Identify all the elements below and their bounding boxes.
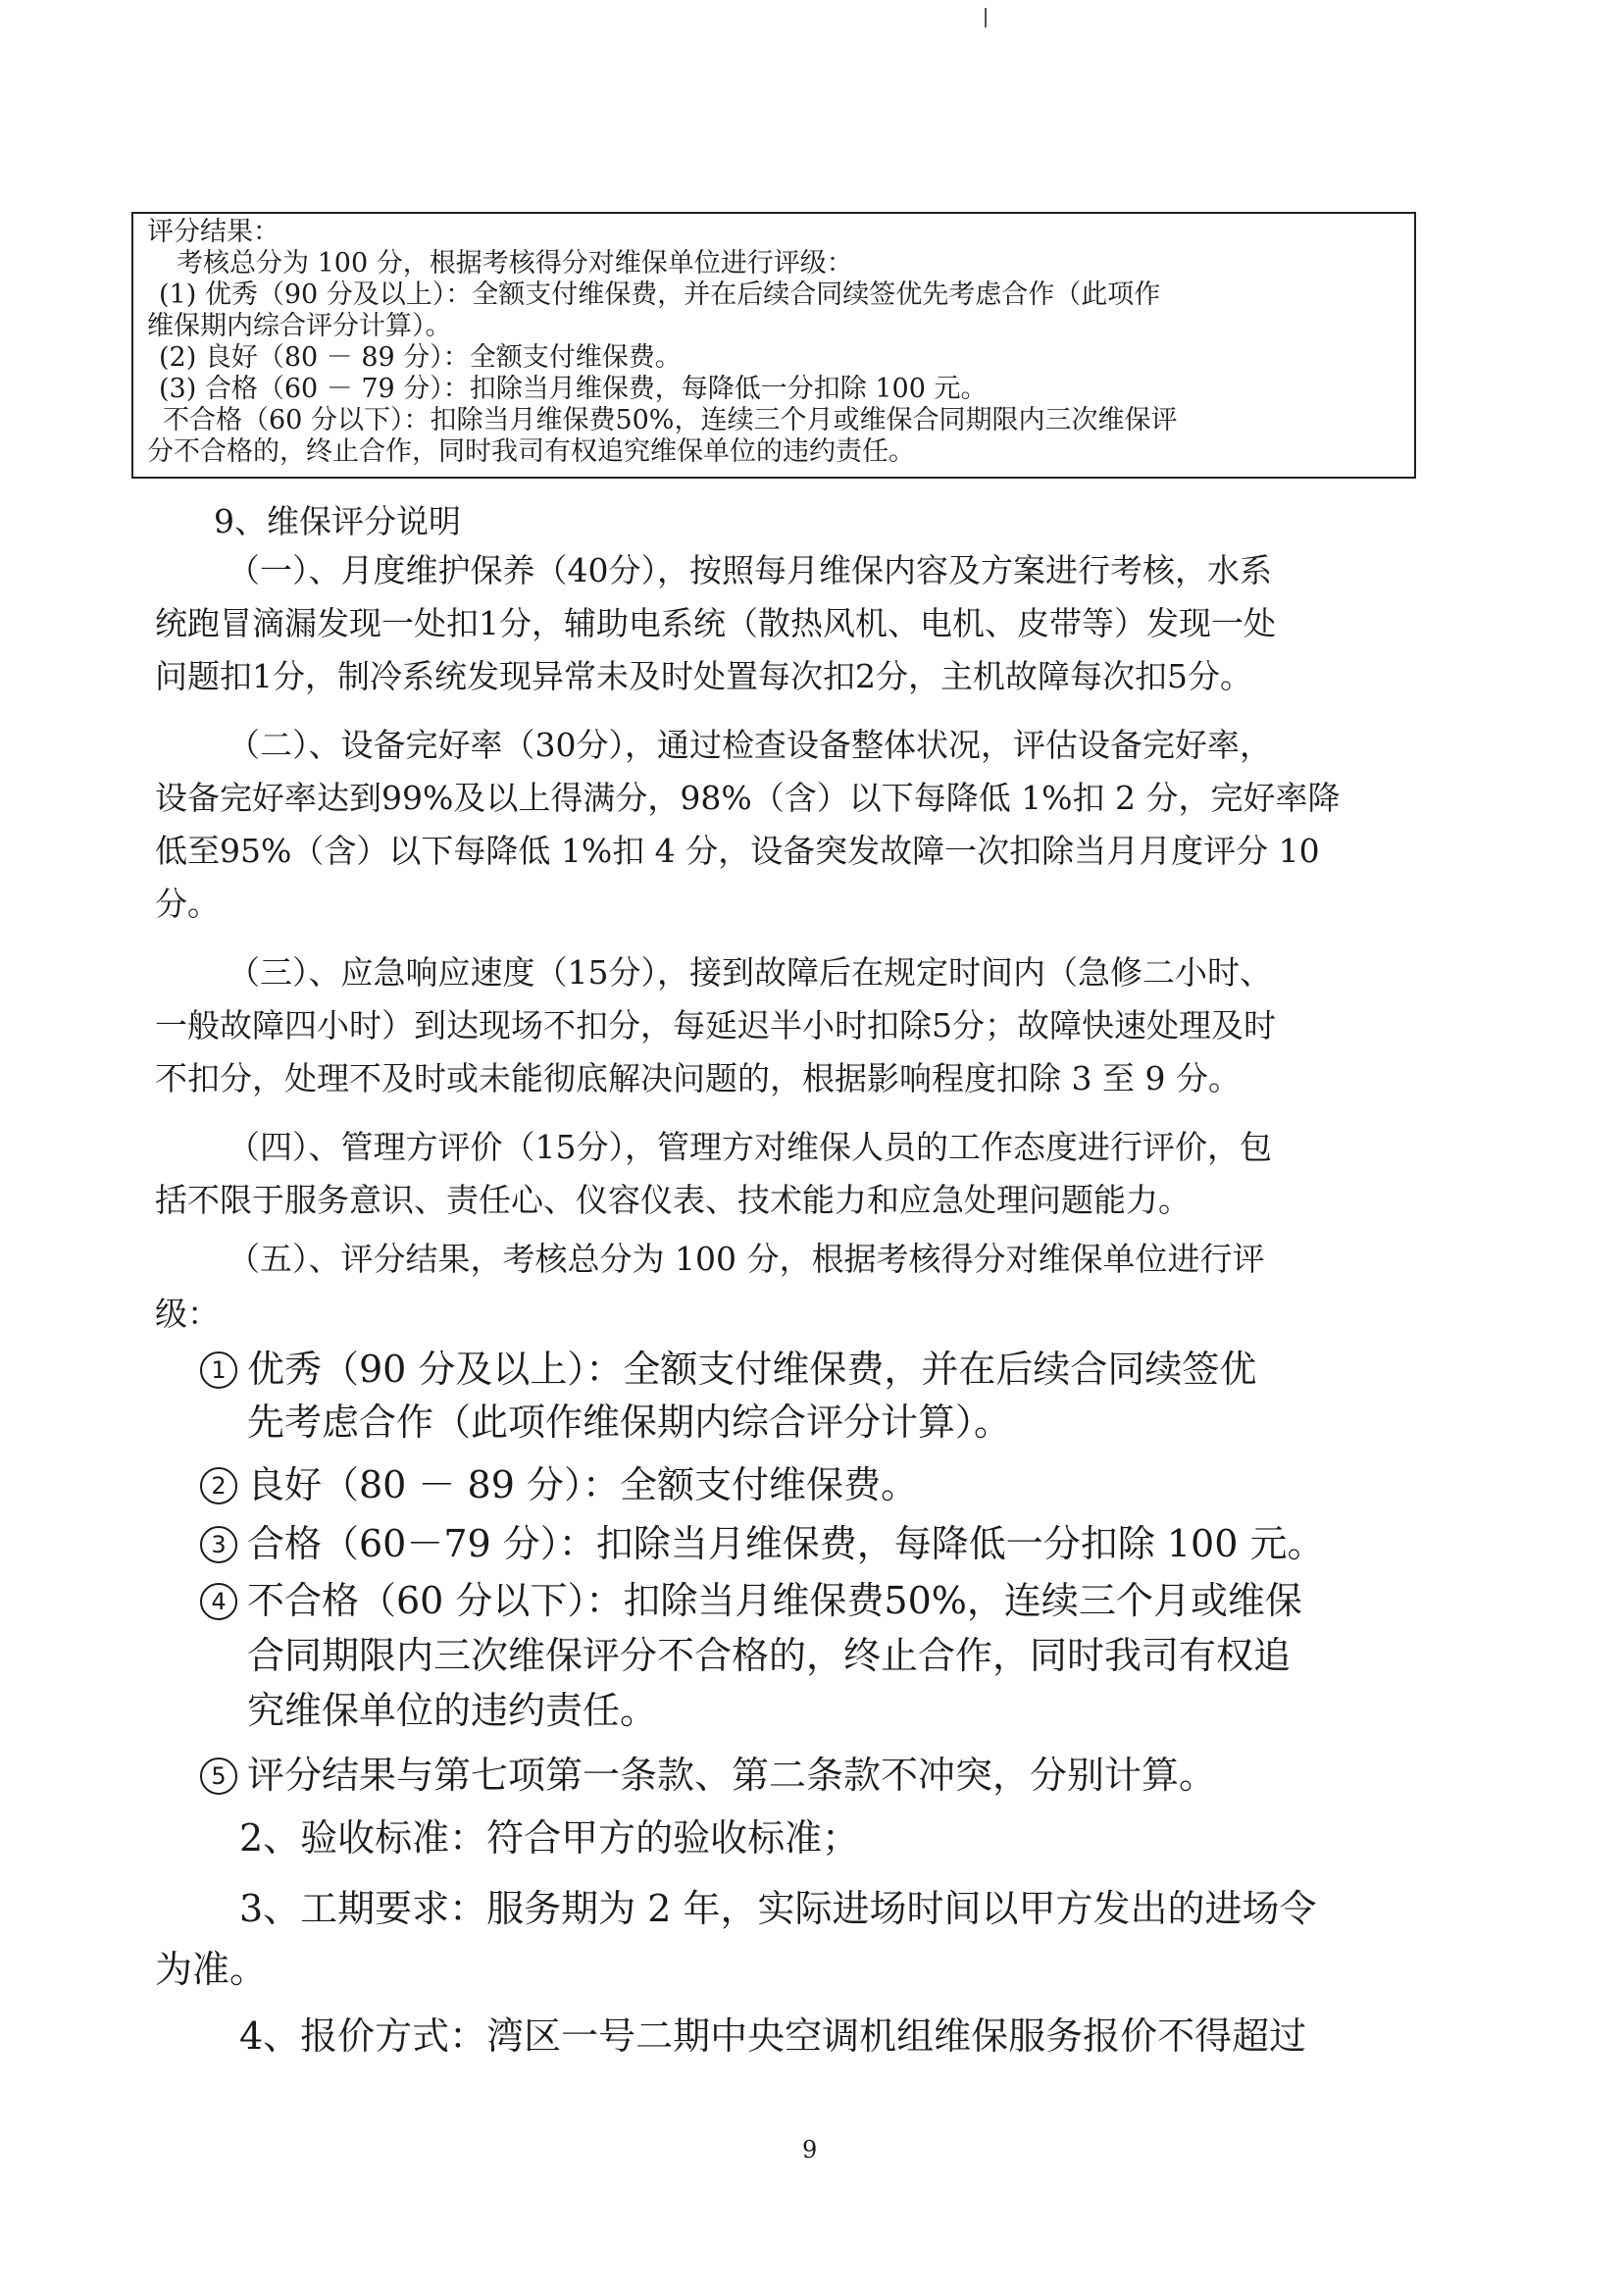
paragraph-line: 设备完好率达到99%及以上得满分，98%（含）以下每降低 1%扣 2 分，完好率降 <box>155 779 1341 817</box>
circled-number: 1 <box>200 1351 237 1389</box>
paragraph-line: （二）、设备完好率（30分），通过检查设备整体状况，评估设备完好率， <box>228 726 1272 764</box>
quotation-method: 4、报价方式：湾区一号二期中央空调机组维保服务报价不得超过 <box>239 2014 1307 2058</box>
paragraph-line: （三）、应急响应速度（15分），接到故障后在规定时间内（急修二小时、 <box>228 953 1272 992</box>
box-line: 评分结果： <box>147 217 279 247</box>
schedule-requirement-cont: 为准。 <box>155 1948 268 1991</box>
page-number: 9 <box>802 2136 818 2164</box>
scoring-result-box <box>131 212 1416 479</box>
list-item-continuation: 先考虑合作（此项作维保期内综合评分计算）。 <box>247 1401 1012 1444</box>
paragraph-line: （一）、月度维护保养（40分），按照每月维保内容及方案进行考核，水系 <box>228 551 1272 589</box>
list-item-text: 不合格（60 分以下）：扣除当月维保费50%，连续三个月或维保 <box>247 1579 1302 1622</box>
box-line: (1) 优秀（90 分及以上）：全额支付维保费，并在后续合同续签优先考虑合作（此项作 <box>159 280 1161 310</box>
box-line: 维保期内综合评分计算）。 <box>147 311 452 341</box>
circled-number: 2 <box>200 1467 237 1504</box>
schedule-requirement: 3、工期要求：服务期为 2 年，实际进场时间以甲方发出的进场令 <box>239 1887 1317 1930</box>
box-line: 不合格（60 分以下）：扣除当月维保费50%，连续三个月或维保合同期限内三次维保评 <box>163 405 1178 435</box>
list-item <box>200 1346 1256 1393</box>
list-item <box>200 1752 1216 1799</box>
paragraph-line: 一般故障四小时）到达现场不扣分，每延迟半小时扣除5分；故障快速处理及时 <box>155 1006 1276 1045</box>
list-item <box>200 1577 1302 1624</box>
list-item-text: 合格（60－79 分）：扣除当月维保费，每降低一分扣除 100 元。 <box>247 1522 1325 1565</box>
box-line: (2) 良好（80 － 89 分）：全额支付维保费。 <box>159 342 682 373</box>
paragraph-line: 分。 <box>155 885 220 923</box>
list-item-text: 优秀（90 分及以上）：全额支付维保费，并在后续合同续签优 <box>247 1348 1257 1391</box>
section-title: 9、维保评分说明 <box>214 502 461 540</box>
box-line: 分不合格的，终止合作，同时我司有权追究维保单位的违约责任。 <box>147 436 915 467</box>
list-item-text: 评分结果与第七项第一条款、第二条款不冲突，分别计算。 <box>247 1754 1217 1797</box>
acceptance-standard: 2、验收标准：符合甲方的验收标准； <box>239 1816 860 1860</box>
paragraph-line: 不扣分，处理不及时或未能彻底解决问题的，根据影响程度扣除 3 至 9 分。 <box>155 1059 1241 1097</box>
circled-number: 3 <box>200 1526 237 1563</box>
paragraph-line: 括不限于服务意识、责任心、仪容仪表、技术能力和应急处理问题能力。 <box>155 1181 1191 1219</box>
scan-mark <box>985 8 987 27</box>
circled-number: 4 <box>200 1583 237 1620</box>
list-item <box>200 1520 1324 1567</box>
paragraph-line: 级： <box>155 1295 220 1333</box>
list-item-continuation: 究维保单位的违约责任。 <box>247 1689 658 1732</box>
paragraph-line: （四）、管理方评价（15分），管理方对维保人员的工作态度进行评价，包 <box>228 1128 1272 1166</box>
list-item-text: 良好（80 － 89 分）：全额支付维保费。 <box>247 1463 918 1506</box>
paragraph-line: 统跑冒滴漏发现一处扣1分，辅助电系统（散热风机、电机、皮带等）发现一处 <box>155 604 1276 642</box>
paragraph-line: 问题扣1分，制冷系统发现异常未及时处置每次扣2分，主机故障每次扣5分。 <box>155 657 1252 695</box>
box-line: 考核总分为 100 分，根据考核得分对维保单位进行评级： <box>177 248 853 279</box>
circled-number: 5 <box>200 1758 237 1795</box>
paragraph-line: （五）、评分结果，考核总分为 100 分，根据考核得分对维保单位进行评 <box>228 1240 1265 1278</box>
list-item <box>200 1461 918 1508</box>
paragraph-line: 低至95%（含）以下每降低 1%扣 4 分，设备突发故障一次扣除当月月度评分 10 <box>155 832 1320 870</box>
box-line: (3) 合格（60 － 79 分）：扣除当月维保费，每降低一分扣除 100 元。 <box>159 374 988 404</box>
list-item-continuation: 合同期限内三次维保评分不合格的，终止合作，同时我司有权追 <box>247 1634 1292 1677</box>
